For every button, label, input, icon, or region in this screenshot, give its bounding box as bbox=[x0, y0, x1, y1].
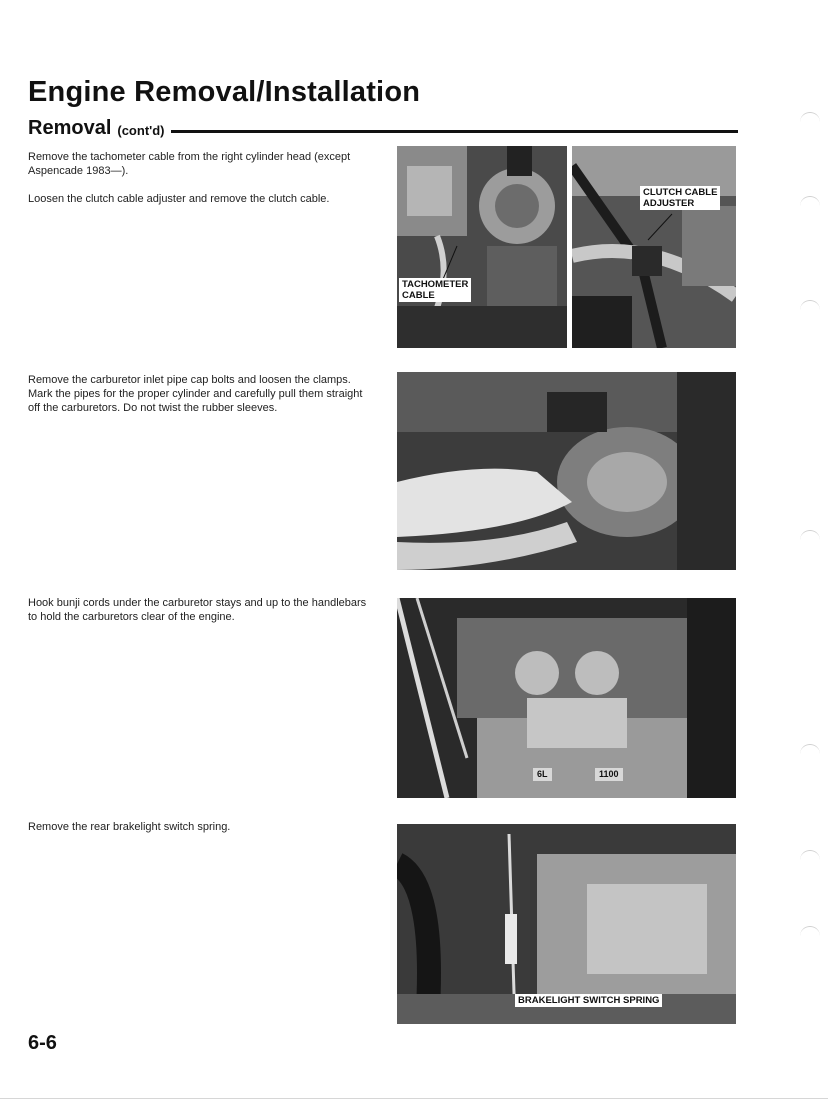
photo-tachometer-cable bbox=[397, 146, 567, 348]
edge-mark bbox=[800, 926, 820, 943]
page-bottom-edge bbox=[0, 1098, 828, 1099]
edge-mark bbox=[800, 850, 820, 867]
photo-brakelight-switch-spring bbox=[397, 824, 736, 1024]
section-rule bbox=[171, 130, 738, 133]
label-tachometer-cable: TACHOMETER CABLE bbox=[399, 278, 471, 302]
photo-clutch-cable-adjuster bbox=[572, 146, 736, 348]
label-brakelight-switch-spring: BRAKELIGHT SWITCH SPRING bbox=[515, 994, 662, 1007]
edge-mark bbox=[800, 530, 820, 547]
edge-mark bbox=[800, 744, 820, 761]
label-clutch-cable-adjuster: CLUTCH CABLE ADJUSTER bbox=[640, 186, 720, 210]
step-text-inlet-pipes: Remove the carburetor inlet pipe cap bolts and loosen the clamps. Mark the pipes for the proper cylinder and carefully pull them straight off the carburetors. Do not twist the rubber sleeves. bbox=[28, 374, 363, 414]
photo-carburetors-bunji-cords bbox=[397, 598, 736, 798]
page-title: Engine Removal/Installation bbox=[28, 76, 421, 108]
edge-mark bbox=[800, 300, 820, 317]
edge-mark bbox=[800, 196, 820, 213]
section-title: Removal bbox=[28, 116, 112, 139]
edge-mark bbox=[800, 112, 820, 129]
section-heading bbox=[28, 114, 738, 142]
step-text-bunji-cords: Hook bunji cords under the carburetor stays and up to the handlebars to hold the carburetors clear of the engine. bbox=[28, 597, 367, 623]
step-text-clutch: Loosen the clutch cable adjuster and remove the clutch cable. bbox=[28, 193, 330, 205]
section-suffix: (cont'd) bbox=[117, 122, 165, 138]
step-text-tachometer: Remove the tachometer cable from the right cylinder head (except Aspencade 1983—). bbox=[28, 151, 351, 177]
step-text-brakelight: Remove the rear brakelight switch spring. bbox=[28, 821, 231, 833]
page-number: 6-6 bbox=[28, 1032, 57, 1054]
photo-carburetor-inlet-pipes bbox=[397, 372, 736, 570]
carb-tag-right: 1100 bbox=[595, 768, 623, 781]
carb-tag-left: 6L bbox=[533, 768, 552, 781]
